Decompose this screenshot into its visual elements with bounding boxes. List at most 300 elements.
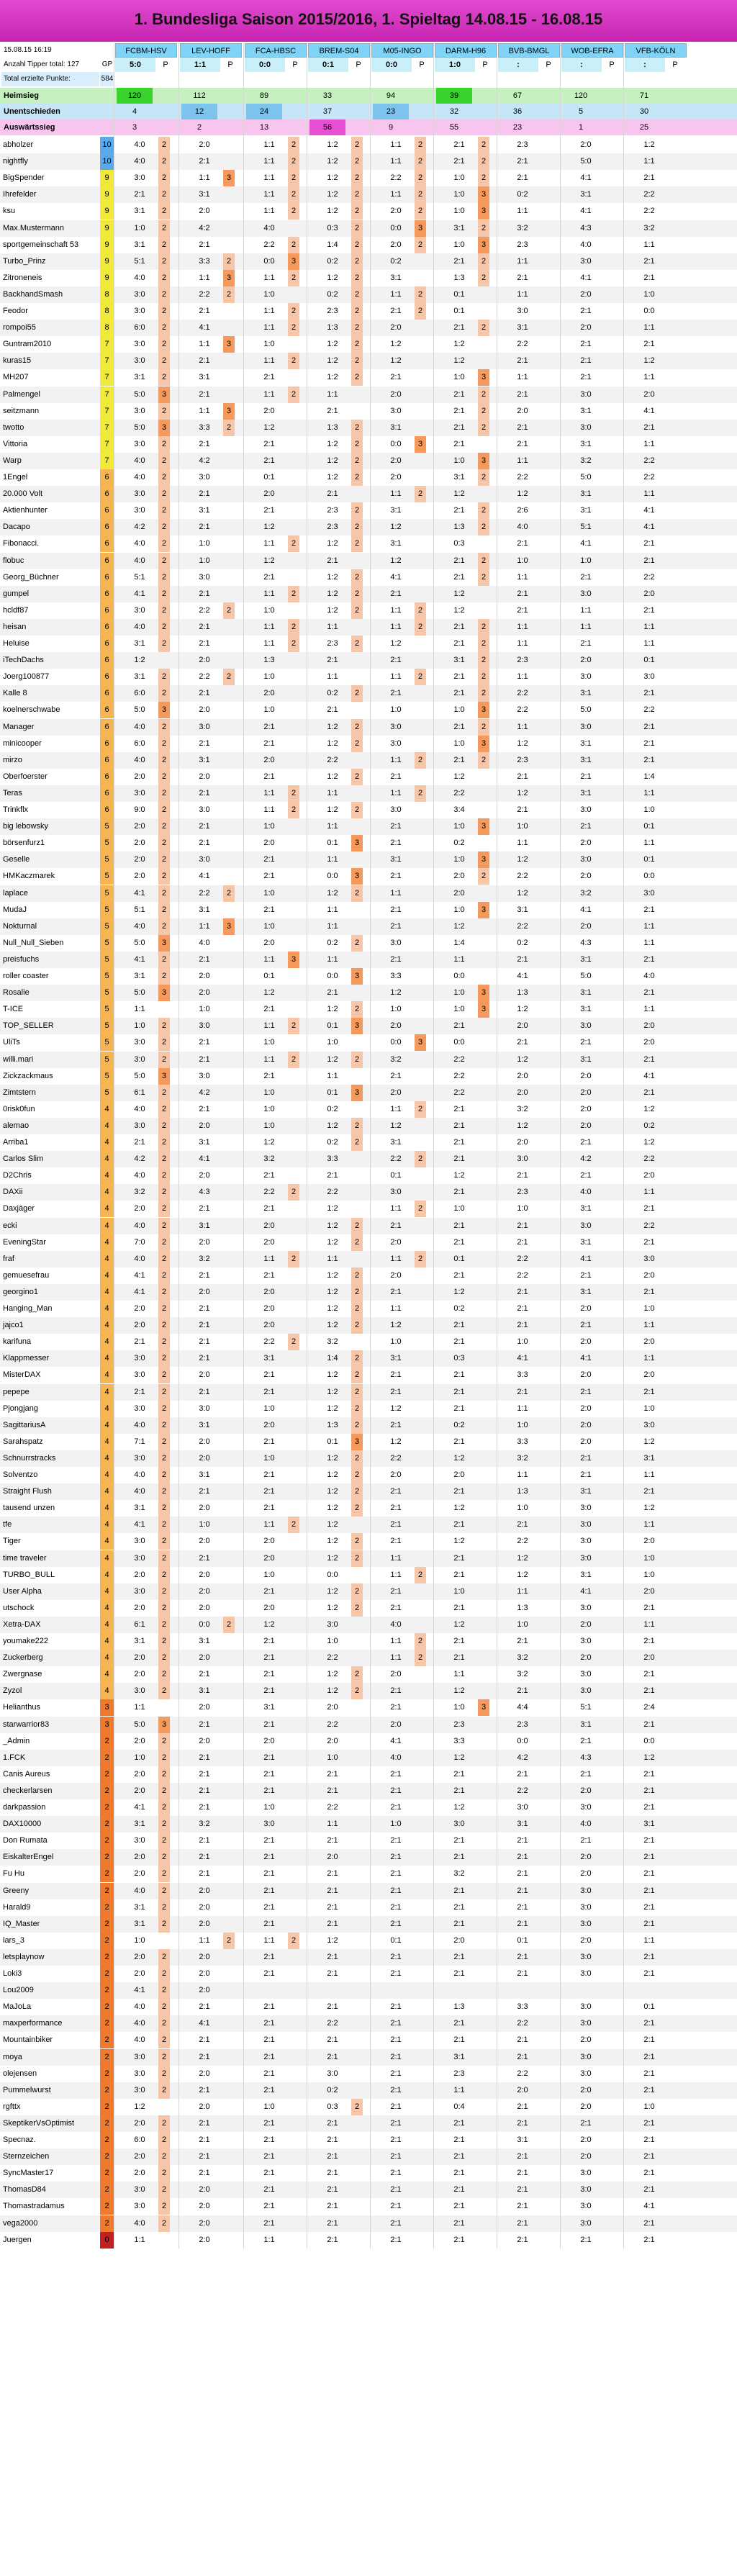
player-row[interactable]: [0, 1600, 737, 1617]
player-name[interactable]: fraf: [3, 1254, 14, 1263]
player-name[interactable]: Joerg100877: [3, 672, 50, 682]
player-name[interactable]: MH207: [3, 373, 29, 382]
player-row[interactable]: [0, 1052, 737, 1068]
player-row[interactable]: [0, 303, 737, 320]
player-name[interactable]: vega2000: [3, 2218, 38, 2228]
player-name[interactable]: Aktienhunter: [3, 506, 48, 515]
player-name[interactable]: börsenfurz1: [3, 839, 45, 848]
player-tip: 3:1: [199, 755, 210, 764]
player-name[interactable]: Loki3: [3, 1969, 22, 1978]
player-row[interactable]: [0, 1134, 737, 1151]
player-tip: 0:0: [263, 256, 275, 266]
player-name[interactable]: BackhandSmash: [3, 289, 63, 299]
player-tip: 2:1: [199, 1304, 210, 1313]
player-row[interactable]: [0, 1966, 737, 1982]
player-tip: 2:0: [580, 656, 592, 665]
player-name[interactable]: Zitroneneis: [3, 273, 42, 282]
player-row[interactable]: [0, 1750, 737, 1766]
player-row[interactable]: [0, 1334, 737, 1350]
player-tip: 2:0: [580, 1786, 592, 1795]
player-name[interactable]: TURBO_BULL: [3, 1570, 55, 1579]
player-row[interactable]: [0, 2099, 737, 2115]
player-points: 2: [100, 2165, 114, 2182]
player-row[interactable]: [0, 1517, 737, 1533]
player-name[interactable]: youmake222: [3, 1637, 48, 1645]
player-tip: 3:1: [390, 1138, 402, 1147]
player-row[interactable]: [0, 702, 737, 718]
player-tip: 1:0: [517, 1619, 528, 1629]
player-row[interactable]: [0, 1234, 737, 1251]
player-row[interactable]: [0, 1832, 737, 1849]
player-name[interactable]: _Admin: [3, 1736, 30, 1745]
player-row[interactable]: [0, 186, 737, 203]
player-row[interactable]: [0, 369, 737, 386]
player-name[interactable]: Helianthus: [3, 1703, 40, 1712]
player-tip: 2:1: [390, 689, 402, 698]
player-row[interactable]: [0, 1999, 737, 2015]
player-tip: 2:1: [453, 1221, 465, 1230]
player-points: 5: [100, 1068, 114, 1085]
player-row[interactable]: [0, 203, 737, 220]
player-row[interactable]: [0, 619, 737, 636]
player-name[interactable]: Straight Flush: [3, 1487, 52, 1496]
player-name[interactable]: koelnerschwabe: [3, 705, 60, 715]
player-tip: 2:1: [643, 1670, 655, 1679]
player-row[interactable]: [0, 1766, 737, 1783]
player-row[interactable]: [0, 1666, 737, 1683]
player-name[interactable]: Teras: [3, 788, 22, 797]
player-tip: 3:1: [580, 1570, 592, 1579]
player-tip: 2:2: [517, 1254, 528, 1263]
player-tip-points: 2: [158, 1483, 170, 1500]
player-name[interactable]: Turbo_Prinz: [3, 256, 46, 266]
player-points: 9: [100, 203, 114, 220]
player-row[interactable]: [0, 1849, 737, 1866]
player-tip: 1:0: [134, 1935, 145, 1945]
player-row[interactable]: [0, 1450, 737, 1467]
player-tip: 1:0: [453, 190, 465, 199]
player-tip: 2:2: [263, 1188, 275, 1197]
player-row[interactable]: [0, 2132, 737, 2148]
player-row[interactable]: [0, 1799, 737, 1816]
player-name[interactable]: letsplaynow: [3, 1952, 45, 1961]
player-row[interactable]: [0, 153, 737, 170]
player-name[interactable]: jajco1: [3, 1321, 24, 1330]
player-name[interactable]: Heluise: [3, 639, 30, 648]
player-row[interactable]: [0, 1650, 737, 1666]
player-row[interactable]: [0, 1533, 737, 1550]
player-row[interactable]: [0, 902, 737, 918]
player-name[interactable]: preisfuchs: [3, 954, 40, 964]
player-row[interactable]: [0, 1018, 737, 1034]
player-name[interactable]: willi.mari: [3, 1054, 34, 1064]
player-name[interactable]: Ihrefelder: [3, 190, 37, 199]
player-points: 6: [100, 719, 114, 736]
player-name[interactable]: alemao: [3, 1121, 30, 1130]
player-row[interactable]: [0, 502, 737, 519]
player-name[interactable]: gemuesefrau: [3, 1270, 50, 1280]
player-row[interactable]: [0, 2015, 737, 2032]
player-name[interactable]: pepepe: [3, 1387, 30, 1396]
player-name[interactable]: rgfttx: [3, 2102, 21, 2111]
player-name[interactable]: Dacapo: [3, 523, 30, 532]
player-tip: 2:0: [580, 323, 592, 333]
player-name[interactable]: Zuckerberg: [3, 1653, 43, 1663]
player-name[interactable]: Manager: [3, 722, 35, 731]
player-row[interactable]: [0, 1699, 737, 1716]
player-row[interactable]: [0, 1434, 737, 1450]
column-divider: [178, 43, 179, 2249]
player-row[interactable]: [0, 336, 737, 353]
player-name[interactable]: BigSpender: [3, 173, 45, 183]
player-name[interactable]: tfe: [3, 1520, 12, 1529]
player-tip: 1:2: [327, 888, 338, 898]
player-row[interactable]: [0, 868, 737, 885]
player-row[interactable]: [0, 486, 737, 502]
player-name[interactable]: Harald9: [3, 1902, 31, 1912]
player-name[interactable]: seitzmann: [3, 406, 40, 415]
player-row[interactable]: [0, 752, 737, 769]
player-row[interactable]: [0, 1317, 737, 1334]
player-row[interactable]: [0, 403, 737, 420]
player-name[interactable]: flobuc: [3, 556, 24, 565]
player-row[interactable]: [0, 1483, 737, 1500]
player-row[interactable]: [0, 320, 737, 336]
player-name[interactable]: kuras15: [3, 356, 32, 366]
player-row[interactable]: [0, 685, 737, 702]
player-row[interactable]: [0, 1350, 737, 1367]
player-tip: 3:1: [199, 1686, 210, 1696]
player-row[interactable]: [0, 2115, 737, 2132]
player-name[interactable]: Arriba1: [3, 1138, 29, 1147]
player-row[interactable]: [0, 1617, 737, 1633]
player-name[interactable]: lars_3: [3, 1935, 24, 1945]
player-row[interactable]: [0, 885, 737, 902]
player-row[interactable]: [0, 1467, 737, 1483]
player-row[interactable]: [0, 1567, 737, 1583]
player-name[interactable]: EveningStar: [3, 1237, 46, 1247]
player-name[interactable]: sportgemeinschaft 53: [3, 240, 79, 249]
player-tip: 3:2: [453, 1869, 465, 1879]
player-name[interactable]: UliTs: [3, 1038, 20, 1047]
player-row[interactable]: [0, 586, 737, 602]
player-row[interactable]: [0, 818, 737, 835]
player-row[interactable]: [0, 453, 737, 469]
player-name[interactable]: Juergen: [3, 2235, 32, 2244]
player-row[interactable]: [0, 170, 737, 186]
player-name[interactable]: starwarrior83: [3, 1719, 50, 1729]
player-tip: 1:2: [327, 1935, 338, 1945]
player-row[interactable]: [0, 935, 737, 952]
player-name[interactable]: maxperformance: [3, 2019, 63, 2028]
player-tip: 2:1: [453, 1570, 465, 1579]
player-name[interactable]: User Alpha: [3, 1586, 42, 1596]
player-row[interactable]: [0, 270, 737, 286]
player-name[interactable]: Max.Mustermann: [3, 223, 64, 232]
player-name[interactable]: Fibonacci.: [3, 539, 40, 548]
player-name[interactable]: T-ICE: [3, 1005, 24, 1014]
player-row[interactable]: [0, 1883, 737, 1899]
player-name[interactable]: 1Engel: [3, 473, 28, 482]
player-row[interactable]: [0, 237, 737, 253]
player-name[interactable]: Daxjäger: [3, 1204, 35, 1214]
player-tip: 3:1: [199, 1138, 210, 1147]
player-name[interactable]: Nokturnal: [3, 921, 37, 931]
player-name[interactable]: Trinkflx: [3, 805, 29, 814]
player-name[interactable]: D2Chris: [3, 1171, 32, 1180]
player-row[interactable]: [0, 420, 737, 436]
player-row[interactable]: [0, 1949, 737, 1966]
player-name[interactable]: Rosalie: [3, 988, 30, 998]
player-name[interactable]: 0risk0fun: [3, 1104, 35, 1113]
player-name[interactable]: Georg_Büchner: [3, 572, 59, 582]
player-row[interactable]: [0, 1267, 737, 1284]
player-name[interactable]: IQ_Master: [3, 1919, 40, 1928]
player-row[interactable]: [0, 2032, 737, 2048]
player-name[interactable]: karifuna: [3, 1337, 32, 1347]
player-name[interactable]: Guntram2010: [3, 340, 52, 349]
player-name[interactable]: TOP_SELLER: [3, 1021, 54, 1031]
player-row[interactable]: [0, 253, 737, 270]
player-name[interactable]: utschock: [3, 1603, 35, 1612]
player-row[interactable]: [0, 353, 737, 369]
player-name[interactable]: Tiger: [3, 1537, 21, 1546]
player-row[interactable]: [0, 1218, 737, 1234]
player-name[interactable]: abholzer: [3, 140, 34, 149]
player-name[interactable]: 1.FCK: [3, 1753, 26, 1762]
player-tip: 3:0: [580, 2218, 592, 2228]
player-row[interactable]: [0, 719, 737, 736]
player-row[interactable]: [0, 669, 737, 685]
player-row[interactable]: [0, 220, 737, 237]
player-tip: 2:1: [390, 1952, 402, 1961]
player-row[interactable]: [0, 1301, 737, 1317]
player-name[interactable]: Pjongjang: [3, 1404, 38, 1413]
player-tip: 3:0: [517, 1803, 528, 1812]
player-tip: 7:1: [134, 1437, 145, 1446]
player-name[interactable]: Lou2009: [3, 1986, 34, 1995]
player-row[interactable]: [0, 2215, 737, 2232]
player-name[interactable]: checkerlarsen: [3, 1786, 53, 1795]
player-row[interactable]: [0, 2082, 737, 2099]
player-name[interactable]: Thomastradamus: [3, 2202, 65, 2211]
match-p-label-2: P: [292, 60, 298, 69]
player-row[interactable]: [0, 918, 737, 935]
player-name[interactable]: Zyzol: [3, 1686, 22, 1696]
player-row[interactable]: [0, 2182, 737, 2198]
player-row[interactable]: [0, 1101, 737, 1118]
player-row[interactable]: [0, 1717, 737, 1733]
player-row[interactable]: [0, 553, 737, 569]
player-row[interactable]: [0, 436, 737, 453]
player-name[interactable]: hcldf87: [3, 605, 29, 615]
player-name[interactable]: ecki: [3, 1221, 17, 1230]
player-tip: 1:1: [517, 1586, 528, 1596]
player-name[interactable]: Warp: [3, 456, 22, 465]
player-row[interactable]: [0, 469, 737, 486]
player-row[interactable]: [0, 1201, 737, 1217]
player-row[interactable]: [0, 1933, 737, 1949]
player-name[interactable]: darkpassion: [3, 1803, 46, 1812]
player-row[interactable]: [0, 1916, 737, 1933]
player-row[interactable]: [0, 1683, 737, 1699]
player-row[interactable]: [0, 736, 737, 752]
player-row[interactable]: [0, 137, 737, 153]
player-tip: 2:1: [390, 1919, 402, 1928]
player-row[interactable]: [0, 2049, 737, 2066]
player-row[interactable]: [0, 387, 737, 403]
player-name[interactable]: SagittariusA: [3, 1420, 46, 1429]
player-name[interactable]: roller coaster: [3, 972, 49, 980]
player-row[interactable]: [0, 851, 737, 868]
player-name[interactable]: Fu Hu: [3, 1869, 24, 1879]
player-name[interactable]: Palmengel: [3, 389, 40, 399]
player-name[interactable]: Zwergnase: [3, 1670, 42, 1679]
player-name[interactable]: Schnurrstracks: [3, 1453, 56, 1463]
player-name[interactable]: time traveler: [3, 1553, 47, 1563]
player-row[interactable]: [0, 1783, 737, 1799]
player-tip: 1:0: [517, 1420, 528, 1429]
player-row[interactable]: [0, 1118, 737, 1134]
player-row[interactable]: [0, 636, 737, 652]
player-tip: 2:1: [199, 1038, 210, 1047]
player-row[interactable]: [0, 1500, 737, 1517]
player-row[interactable]: [0, 602, 737, 619]
player-name[interactable]: laplace: [3, 888, 28, 898]
player-row[interactable]: [0, 1068, 737, 1085]
player-row[interactable]: [0, 1550, 737, 1567]
player-row[interactable]: [0, 1384, 737, 1401]
player-name[interactable]: 20.000 Volt: [3, 489, 43, 499]
player-row[interactable]: [0, 652, 737, 669]
player-name[interactable]: ThomasD84: [3, 2185, 46, 2195]
player-name[interactable]: Xetra-DAX: [3, 1619, 41, 1629]
player-row[interactable]: [0, 1184, 737, 1201]
player-name[interactable]: SkeptikerVsOptimist: [3, 2118, 75, 2128]
player-name[interactable]: Zickzackmaus: [3, 1071, 53, 1080]
player-name[interactable]: Specnaz.: [3, 2136, 36, 2144]
player-row[interactable]: [0, 1251, 737, 1267]
player-row[interactable]: [0, 1899, 737, 1916]
player-name[interactable]: Carlos Slim: [3, 1154, 44, 1164]
player-row[interactable]: [0, 1583, 737, 1600]
player-name[interactable]: mirzo: [3, 755, 22, 764]
player-row[interactable]: [0, 569, 737, 586]
player-row[interactable]: [0, 286, 737, 303]
player-row[interactable]: [0, 1633, 737, 1650]
player-row[interactable]: [0, 769, 737, 785]
player-tip: 2:1: [643, 422, 655, 432]
player-name[interactable]: nightfly: [3, 157, 28, 166]
player-row[interactable]: [0, 1284, 737, 1301]
player-name[interactable]: EiskalterEngel: [3, 1853, 54, 1862]
player-name[interactable]: SyncMaster17: [3, 2169, 54, 2178]
player-name[interactable]: Hanging_Man: [3, 1304, 53, 1313]
player-row[interactable]: [0, 1151, 737, 1167]
player-row[interactable]: [0, 2232, 737, 2249]
player-name[interactable]: Sarahspatz: [3, 1437, 43, 1446]
player-name[interactable]: georgino1: [3, 1287, 38, 1296]
player-name[interactable]: DAXii: [3, 1188, 23, 1197]
player-name[interactable]: minicooper: [3, 738, 42, 748]
player-row[interactable]: [0, 1401, 737, 1417]
player-name[interactable]: big lebowsky: [3, 822, 48, 831]
player-name[interactable]: Kalle 8: [3, 689, 27, 698]
player-tip-points: 2: [158, 1733, 170, 1750]
player-name[interactable]: Sternzeichen: [3, 2152, 50, 2161]
player-row[interactable]: [0, 968, 737, 985]
player-name[interactable]: olejensen: [3, 2069, 37, 2078]
player-tip: 1:3: [453, 523, 465, 532]
player-name[interactable]: rompoi55: [3, 323, 36, 333]
player-name[interactable]: MudaJ: [3, 905, 27, 914]
player-name[interactable]: Feodor: [3, 307, 28, 315]
player-tip: 2:0: [580, 2035, 592, 2045]
player-name[interactable]: Mountainbiker: [3, 2035, 53, 2045]
player-tip: 4:1: [643, 2202, 655, 2211]
player-tip: 2:1: [643, 1603, 655, 1612]
player-row[interactable]: [0, 1034, 737, 1051]
player-name[interactable]: Don Rumata: [3, 1836, 48, 1845]
player-tip: 3:0: [517, 1154, 528, 1164]
player-name[interactable]: tausend unzen: [3, 1504, 55, 1513]
player-row[interactable]: [0, 1982, 737, 1999]
player-row[interactable]: [0, 535, 737, 552]
player-name[interactable]: twotto: [3, 422, 24, 432]
player-name[interactable]: Null_Null_Sieben: [3, 938, 64, 947]
player-row[interactable]: [0, 1167, 737, 1184]
player-row[interactable]: [0, 2165, 737, 2182]
player-row[interactable]: [0, 835, 737, 851]
player-name[interactable]: gumpel: [3, 589, 30, 598]
player-tip: 2:0: [199, 1121, 210, 1130]
player-name[interactable]: Zimtstern: [3, 1088, 36, 1097]
player-row[interactable]: [0, 985, 737, 1001]
player-row[interactable]: [0, 952, 737, 968]
player-name[interactable]: DAX10000: [3, 1820, 42, 1829]
player-tip-points: 2: [351, 1600, 363, 1617]
player-name[interactable]: Canis Aureus: [3, 1769, 50, 1779]
player-row[interactable]: [0, 785, 737, 802]
player-row[interactable]: [0, 1866, 737, 1882]
player-name[interactable]: MaJoLa: [3, 2002, 32, 2012]
player-name[interactable]: Pummelwurst: [3, 2085, 51, 2094]
player-row[interactable]: [0, 2198, 737, 2215]
player-name[interactable]: Klappmesser: [3, 1354, 50, 1363]
player-name[interactable]: Vittoria: [3, 439, 28, 448]
player-row[interactable]: [0, 1733, 737, 1750]
player-name[interactable]: iTechDachs: [3, 656, 44, 665]
player-name[interactable]: ksu: [3, 207, 16, 216]
player-row[interactable]: [0, 1367, 737, 1383]
player-name[interactable]: Solventzo: [3, 1470, 38, 1479]
player-name[interactable]: HMKaczmarek: [3, 872, 55, 881]
player-row[interactable]: [0, 1417, 737, 1434]
player-name[interactable]: Oberfoerster: [3, 772, 48, 781]
player-name[interactable]: heisan: [3, 622, 27, 631]
player-row[interactable]: [0, 519, 737, 535]
player-name[interactable]: Geselle: [3, 855, 30, 864]
player-row[interactable]: [0, 1816, 737, 1832]
player-name[interactable]: moya: [3, 2052, 22, 2061]
player-row[interactable]: [0, 1001, 737, 1018]
player-name[interactable]: Greeny: [3, 1886, 30, 1895]
player-row[interactable]: [0, 2148, 737, 2165]
player-row[interactable]: [0, 802, 737, 818]
player-row[interactable]: [0, 2066, 737, 2082]
player-row[interactable]: [0, 1085, 737, 1101]
player-name[interactable]: MisterDAX: [3, 1370, 41, 1380]
